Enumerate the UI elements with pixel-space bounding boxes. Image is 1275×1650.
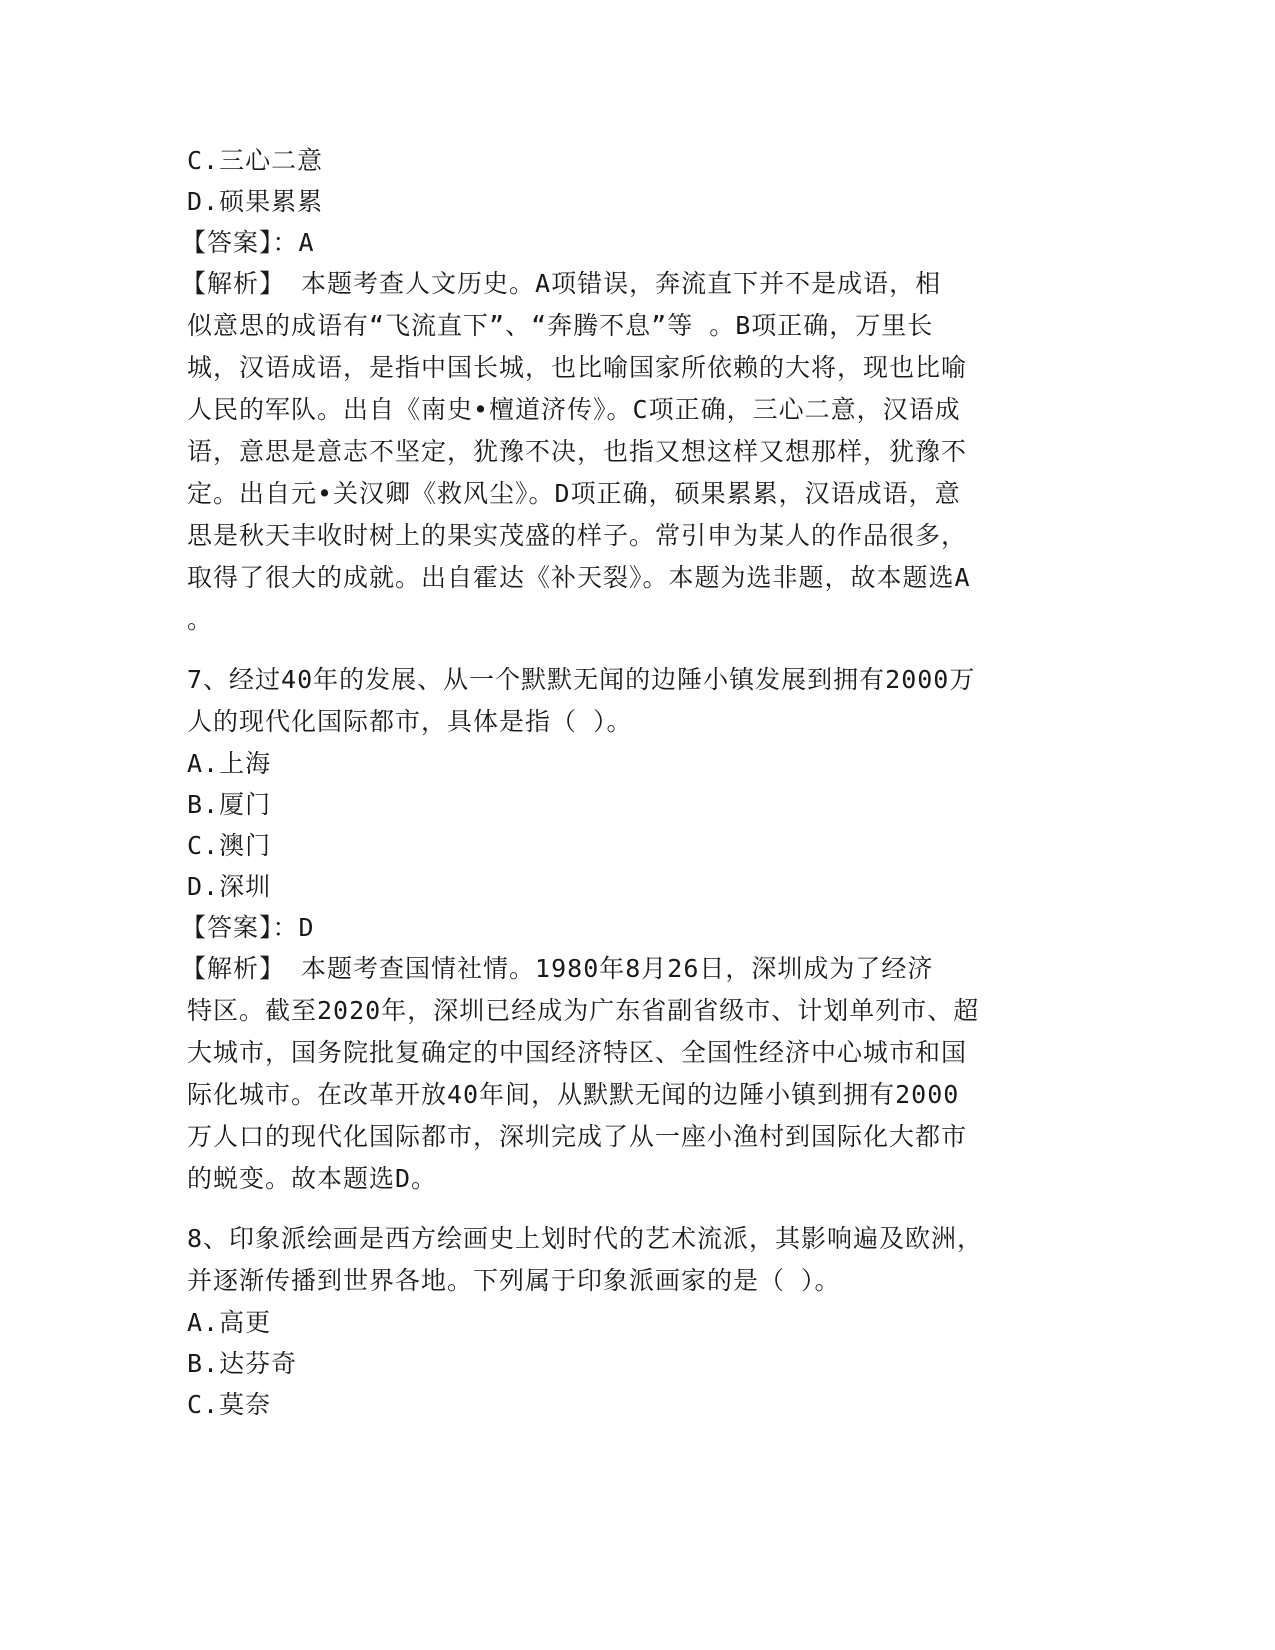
analysis-line: 定。出自元•关汉卿《救风尘》。D项正确，硕果累累，汉语成语，意 — [187, 479, 961, 508]
analysis-line: 特区。截至2020年，深圳已经成为广东省副省级市、计划单列市、超 — [187, 996, 980, 1025]
analysis-line: 【解析】 本题考查人文历史。A项错误，奔流直下并不是成语，相 — [181, 269, 942, 298]
option-b: B.达芬奇 — [187, 1349, 298, 1378]
answer: 【答案】：D — [181, 913, 315, 942]
spacer — [187, 641, 1087, 659]
analysis-line: 取得了很大的成就。出自霍达《补天裂》。本题为选非题，故本题选A — [187, 563, 971, 592]
option-c: C.三心二意 — [187, 146, 324, 175]
analysis-line: 思是秋天丰收时树上的果实茂盛的样子。常引申为某人的作品很多， — [187, 521, 968, 550]
question-stem: 7、经过40年的发展、从一个默默无闻的边陲小镇发展到拥有2000万 — [187, 665, 976, 694]
question-stem: 8、印象派绘画是西方绘画史上划时代的艺术流派，其影响遍及欧洲， — [187, 1224, 984, 1253]
document-page — [181, 140, 1087, 1425]
analysis — [181, 263, 1087, 641]
option-a: A.高更 — [187, 1308, 272, 1337]
option-b: B.厦门 — [187, 790, 272, 819]
option-d: D.深圳 — [187, 872, 272, 901]
analysis-line: 似意思的成语有“飞流直下”、“奔腾不息”等 。B项正确，万里长 — [187, 311, 934, 340]
question-7 — [181, 659, 1087, 1200]
analysis-line: 城，汉语成语，是指中国长城，也比喻国家所依赖的大将，现也比喻 — [187, 353, 968, 382]
question-6 — [181, 140, 1087, 641]
analysis-line: 【解析】 本题考查国情社情。1980年8月26日，深圳成为了经济 — [181, 954, 934, 983]
answer: 【答案】：A — [181, 228, 315, 257]
analysis-line: 际化城市。在改革开放40年间，从默默无闻的边陲小镇到拥有2000 — [187, 1080, 960, 1109]
analysis-line: 人民的军队。出自《南史•檀道济传》。C项正确，三心二意，汉语成 — [187, 395, 961, 424]
analysis-line: 。 — [187, 605, 214, 634]
question-8 — [187, 1218, 1087, 1425]
analysis-line: 语，意思是意志不坚定，犹豫不决，也指又想这样又想那样，犹豫不 — [187, 437, 968, 466]
question-stem: 并逐渐传播到世界各地。下列属于印象派画家的是（ ）。 — [187, 1266, 841, 1295]
analysis-line: 的蜕变。故本题选D。 — [187, 1164, 438, 1193]
option-a: A.上海 — [187, 749, 272, 778]
option-c: C.莫奈 — [187, 1390, 272, 1419]
spacer — [187, 1200, 1087, 1218]
analysis-line: 大城市，国务院批复确定的中国经济特区、全国性经济中心城市和国 — [187, 1038, 968, 1067]
analysis — [181, 948, 1087, 1200]
analysis-line: 万人口的现代化国际都市，深圳完成了从一座小渔村到国际化大都市 — [187, 1122, 968, 1151]
question-stem: 人的现代化国际都市，具体是指（ ）。 — [187, 707, 633, 736]
option-d: D.硕果累累 — [187, 187, 324, 216]
option-c: C.澳门 — [187, 831, 272, 860]
